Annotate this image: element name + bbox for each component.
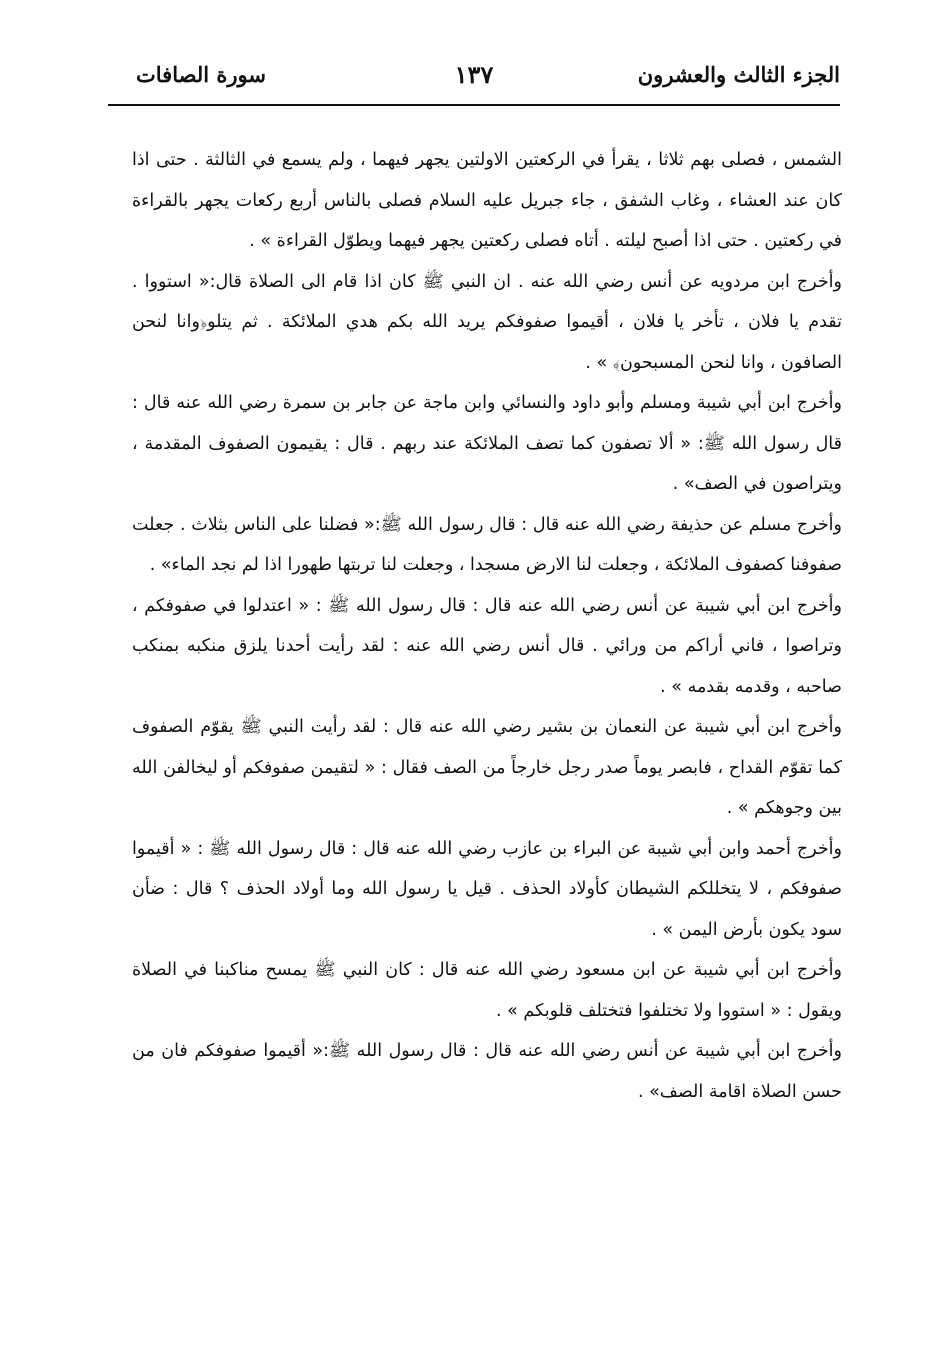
paragraph: وأخرج ابن مردويه عن أنس رضي الله عنه . ان النبي ﷺ كان اذا قام الى الصلاة قال:« استووا . تقدم يا فلان ، تأخر يا فلان ، أقيموا صفوفكم يريد الله بكم هدي الملائكة . ثم يتلو﴿وانا لنحن الصافون ، وانا لنحن المسبحون﴾ » . xyxy=(132,271,842,373)
paragraph: وأخرج ابن أبي شيبة عن ابن مسعود رضي الله عنه قال : كان النبي ﷺ يمسح مناكبنا في الصلاة ويقول : « استووا ولا تختلفوا فتختلف قلوبكم » . xyxy=(132,960,842,1021)
running-head-part: الجزء الثالث والعشرون xyxy=(637,62,840,87)
paragraph: وأخرج ابن أبي شيبة عن النعمان بن بشير رضي الله عنه قال : لقد رأيت النبي ﷺ يقوّم الصفوف كما تقوّم القداح ، فابصر يوماً صدر رجل خارجاً من الصف فقال : « لتقيمن صفوفكم أو ليخالفن الله بين وجوهكم » . xyxy=(132,717,842,818)
paragraph: وأخرج أحمد وابن أبي شيبة عن البراء بن عازب رضي الله عنه قال : قال رسول الله ﷺ : « أقيموا صفوفكم ، لا يتخللكم الشيطان كأولاد الحذف . قيل يا رسول الله وما أولاد الحذف ؟ قال : ضأن سود يكون بأرض اليمن » . xyxy=(132,838,842,940)
paragraph: وأخرج ابن أبي شيبة ومسلم وأبو داود والنسائي وابن ماجة عن جابر بن سمرة رضي الله عنه قال : قال رسول الله ﷺ: « ألا تصفون كما تصف الملائكة عند ربهم . قال : يقيمون الصفوف المقدمة ، ويتراصون في الصف» . xyxy=(132,393,842,494)
page-number: ١٣٧ xyxy=(454,60,494,89)
page-body xyxy=(132,140,842,1112)
running-head-surah: سورة الصافات xyxy=(136,62,266,87)
paragraph: وأخرج مسلم عن حذيفة رضي الله عنه قال : قال رسول الله ﷺ:« فضلنا على الناس بثلاث . جعلت صفوفنا كصفوف الملائكة ، وجعلت لنا الارض مسجدا ، وجعلت لنا تربتها طهورا اذا لم نجد الماء» . xyxy=(132,514,842,575)
paragraph: وأخرج ابن أبي شيبة عن أنس رضي الله عنه قال : قال رسول الله ﷺ:« أقيموا صفوفكم فان من حسن الصلاة اقامة الصف» . xyxy=(132,1041,842,1102)
page-header xyxy=(108,60,840,100)
paragraph: وأخرج ابن أبي شيبة عن أنس رضي الله عنه قال : قال رسول الله ﷺ : « اعتدلوا في صفوفكم ، وتراصوا ، فاني أراكم من ورائي . قال أنس رضي الله عنه : لقد رأيت أحدنا يلزق منكبه بمنكب صاحبه ، وقدمه بقدمه » . xyxy=(132,595,842,697)
header-divider xyxy=(108,104,840,106)
paragraph: الشمس ، فصلى بهم ثلاثا ، يقرأ في الركعتين الاولتين يجهر فيهما ، ولم يسمع في الثالثة . حتى اذا كان عند العشاء ، وغاب الشفق ، جاء جبريل عليه السلام فصلى بالناس أربع ركعات يجهر بالقراءة في ركعتين . حتى اذا أصبح ليلته . أتاه فصلى ركعتين يجهر فيهما ويطوّل القراءة » . xyxy=(132,150,842,251)
